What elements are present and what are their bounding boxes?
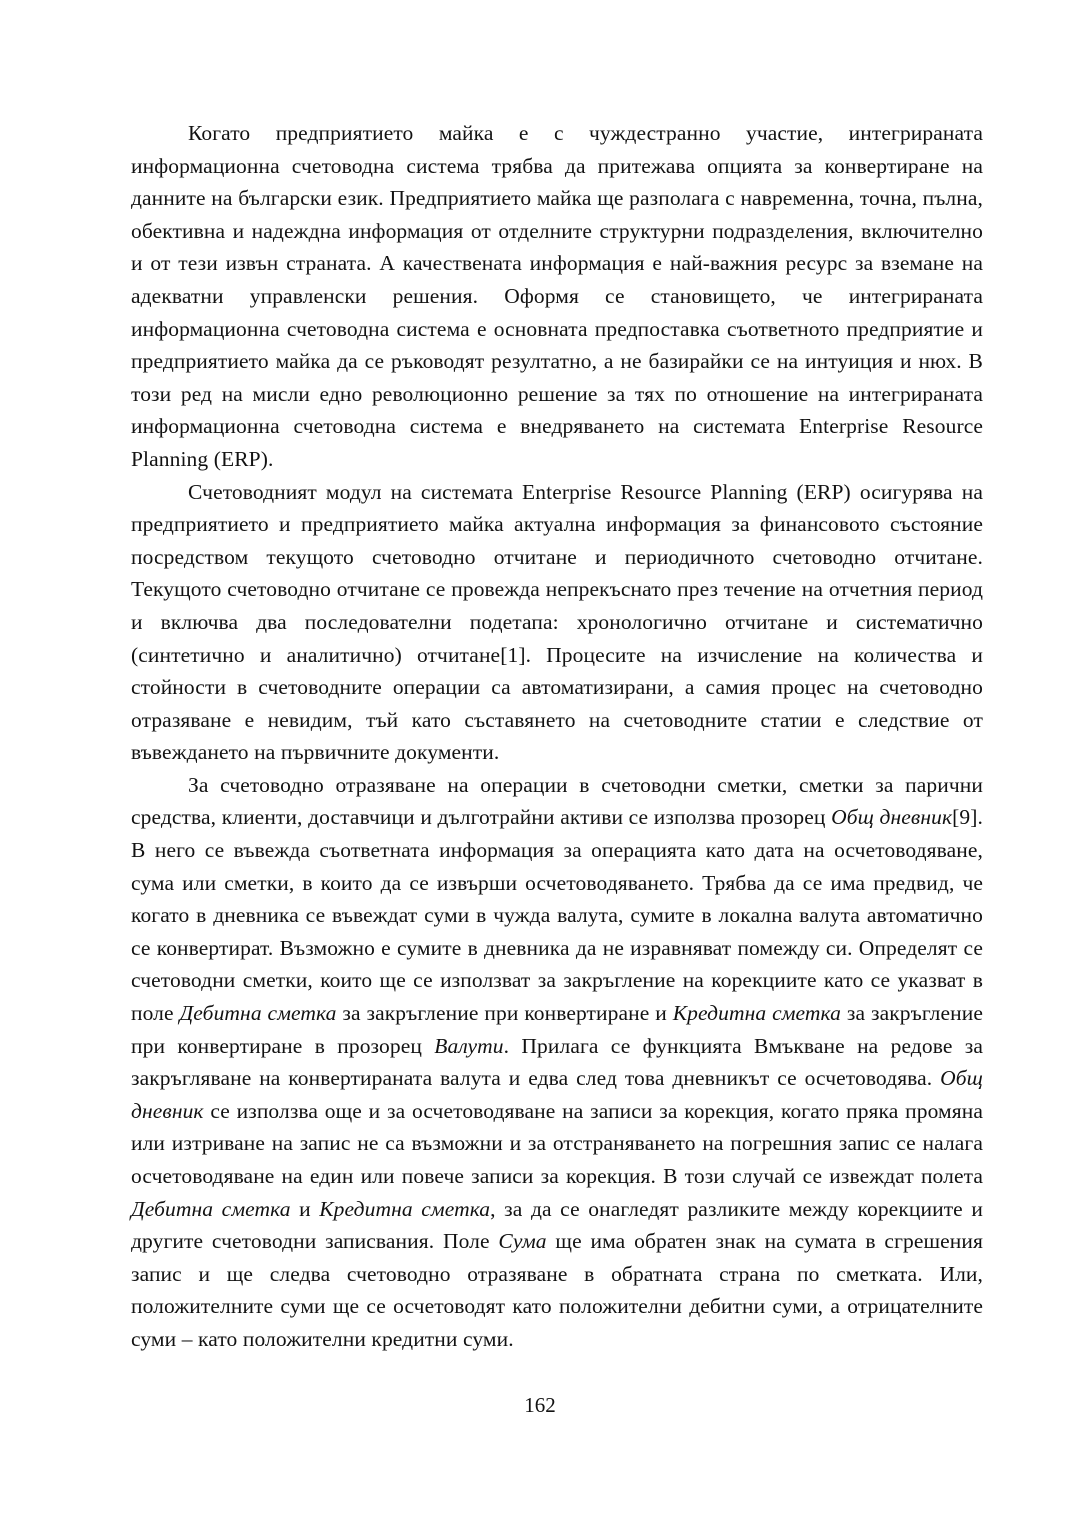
paragraph — [131, 476, 983, 769]
text-run: Счетоводният модул на системата Enterprise Resource Planning (ERP) осигурява на предприятието и предприятието майка актуална информация за финансовото състояние посредством текущото счетоводно отчитане и периодичното счетоводно отчитане. Текущото счетоводно отчитане се провежда непрекъснато през течение на отчетния период и включва два последователни подетапа: хронологично отчитане и систематично (синтетично и аналитично) отчитане[1]. Процесите на изчисление на количества и стойности в счетоводните операции са автоматизирани, а самия процес на счетоводно отразяване е невидим, тъй като съставянето на счетоводните статии е следствие от въвеждането на първичните документи. — [131, 479, 983, 765]
italic-run: Кредитна сметка — [672, 1001, 841, 1026]
text-run: се използва още и за осчетоводяване на записи за корекция, когато пряка промяна или изтриване на запис не са възможни и за отстраняването на погрешния запис се налага осчетоводяване на един или повече записи за корекция. В този случай се извеждат полета — [131, 1098, 983, 1188]
text-run: , за да се онагледят разликите между корекциите и другите счетоводни записвания. Поле — [131, 1196, 983, 1254]
paragraph — [131, 117, 983, 476]
italic-run: Общ дневник — [131, 1066, 983, 1123]
text-run: [9]. В него се въвежда съответната информация за операцията като дата на осчетоводяване, сума или сметки, в които да се извърши осчетоводяването. Трябва да се има предвид, че когато в дневника се въвеждат суми в чужда валута, сумите в локална валута автоматично се конвертират. Възможно е сумите в дневника да не изравняват помежду си. Определят се счетоводни сметки, които ще се използват за закръгление на корекциите като се указват в поле — [131, 805, 984, 1026]
italic-run: Дебитна сметка — [131, 1196, 291, 1221]
text-run: ще има обратен знак на сумата в сгрешения запис и ще следва счетоводно отразяване в обратната страна по сметката. Или, положителните суми ще се осчетоводят като положителни дебитни суми, а отрицателните суми – като положителни кредитни суми. — [131, 1229, 983, 1351]
paragraph — [131, 769, 983, 1356]
text-run: . Прилага се функцията Вмъкване на редове за закръгляване на конвертираната валута и едва след това дневникът се осчетоводява. — [131, 1033, 983, 1091]
text-run: за закръгление при конвертиране в прозорец — [131, 1001, 984, 1058]
italic-run: Сума — [498, 1229, 547, 1254]
page-content — [131, 117, 983, 1356]
text-run: за закръгление при конвертиране и — [336, 1001, 673, 1026]
text-run: и — [290, 1196, 320, 1221]
italic-run: Валути — [434, 1033, 504, 1058]
text-run: Когато предприятието майка е с чуждестранно участие, интегрираната информационна счетоводна система трябва да притежава опцията за конвертиране на данните на български език. Предприятието майка ще разполага с навременна, точна, пълна, обективна и надеждна информация от отделните структурни подразделения, включително и от тези извън страната. А качествената информация е най-важния ресурс за вземане на адекватни управленски решения. Оформя се становището, че интегрираната информационна счетоводна система е основната предпоставка съответното предприятие и предприятието майка да се ръководят резултатно, а не базирайки се на интуиция и нюх. В този ред на мисли едно революционно решение за тях по отношение на интегрираната информационна счетоводна система е внедряването на системата Enterprise Resource Planning (ERP). — [131, 121, 983, 471]
text-block — [131, 117, 983, 1356]
italic-run: Дебитна сметка — [179, 1001, 337, 1026]
italic-run: Кредитна сметка — [319, 1196, 491, 1221]
italic-run: Общ дневник — [831, 805, 953, 830]
text-run: За счетоводно отразяване на операции в счетоводни сметки, сметки за парични средства, клиенти, доставчици и дълготрайни активи се използва прозорец — [131, 772, 983, 830]
page-number: 162 — [524, 1393, 556, 1417]
